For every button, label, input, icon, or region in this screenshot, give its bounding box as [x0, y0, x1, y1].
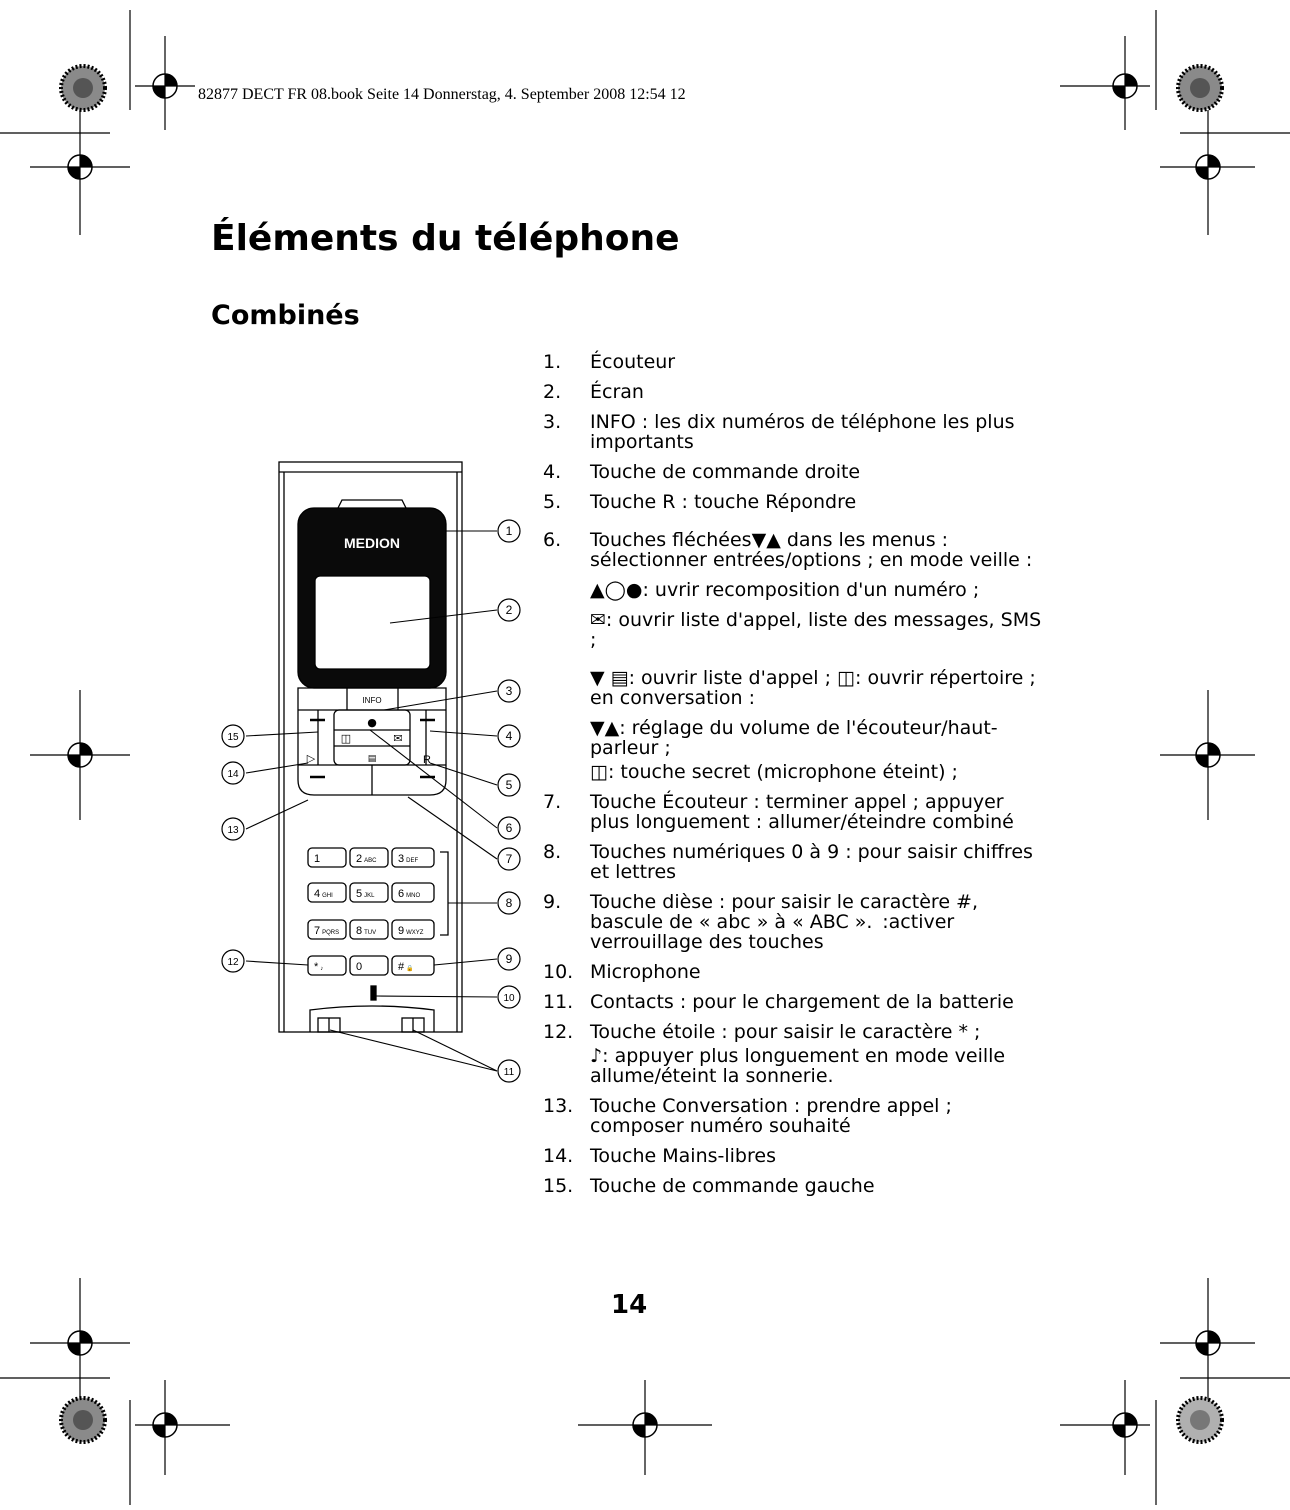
svg-text:4: 4: [505, 729, 513, 743]
keypad-key-5: 5 JKL: [356, 888, 375, 900]
item6-sub-volume: ▼▲: réglage du volume de l'écouteur/haut-parleur ;: [590, 717, 998, 759]
callout-12: [222, 950, 244, 972]
item6-sub-calllist: ▼ ▤: ouvrir liste d'appel ; ◫: ouvrir répertoire ; en conversation :: [590, 667, 1036, 709]
keypad-key-1: 1: [314, 853, 321, 865]
item6-sub-messages: ✉: ouvrir liste d'appel, liste des messages, SMS ;: [590, 609, 1042, 651]
list-item-15: 15. Touche de commande gauche: [543, 1175, 875, 1197]
callout-2: [498, 599, 520, 621]
note-icon: ♪: [590, 1045, 603, 1067]
list-icon: ▤: [367, 754, 377, 764]
keypad-key-9: 9 WXYZ: [398, 925, 424, 937]
list-item-4: 4. Touche de commande droite: [543, 461, 861, 483]
earpiece: [338, 500, 406, 508]
phonebook-icon: ◫: [340, 732, 352, 745]
item6-sub-redial: ▲◯●: uvrir recomposition d'un numéro ;: [590, 579, 980, 601]
callout-1: [498, 520, 520, 542]
phonebook-icon: ◫: [590, 761, 608, 783]
speaker-icon: ▷: [306, 752, 316, 765]
r-key-label: R: [423, 754, 431, 766]
display-screen: [315, 576, 430, 669]
page-title: Éléments du téléphone: [211, 218, 680, 259]
list-icon: ▼ ▤: [590, 667, 629, 689]
list-item-13: 13. Touche Conversation : prendre appel ; composer numéro souhaité: [543, 1095, 952, 1137]
keypad-key-3: 3 DEF: [398, 853, 419, 865]
callout-9: [498, 948, 520, 970]
list-item-10: 10. Microphone: [543, 961, 701, 983]
callout-14: [222, 762, 244, 784]
callout-10: [498, 986, 520, 1008]
svg-text:11: 11: [503, 1067, 515, 1078]
svg-text:15: 15: [227, 732, 239, 743]
list-item-5: 5. Touche R : touche Répondre: [543, 491, 857, 513]
callout-8: [498, 892, 520, 914]
item6-sub-mute: ◫: touche secret (microphone éteint) ;: [590, 761, 958, 783]
svg-text:1: 1: [505, 524, 513, 538]
envelope-icon: ✉: [393, 732, 403, 745]
brand-logo: MEDION: [344, 535, 400, 551]
keypad-key-7: 7 PQRS: [314, 925, 340, 937]
keypad-key-2: 2 ABC: [356, 853, 377, 865]
svg-text:8: 8: [505, 896, 513, 910]
print-header: 82877 DECT FR 08.book Seite 14 Donnerstag, 4. September 2008 12:54 12: [198, 86, 686, 103]
callout-5: [498, 774, 520, 796]
svg-text:10: 10: [503, 993, 515, 1004]
list-item-2: 2. Écran: [543, 381, 644, 403]
item12-sub-ringer: ♪: appuyer plus longuement en mode veille allume/éteint la sonnerie.: [590, 1045, 1006, 1087]
phonebook-icon: ◫: [837, 667, 855, 689]
svg-text:12: 12: [227, 957, 239, 968]
list-item-14: 14. Touche Mains-libres: [543, 1145, 776, 1167]
svg-text:6: 6: [505, 821, 513, 835]
svg-text:5: 5: [505, 778, 513, 792]
list-item-9: 9. Touche dièse : pour saisir le caractère #, bascule de « abc » à « ABC ». :activer verrouillage des touches: [543, 891, 979, 953]
svg-text:3: 3: [505, 684, 513, 698]
keypad-key-10: * ♪: [314, 961, 324, 973]
callout-15: [222, 725, 244, 747]
list-item-1: 1. Écouteur: [543, 351, 676, 373]
arrows-icon: ▼▲: [590, 717, 620, 739]
callout-4: [498, 725, 520, 747]
svg-text:14: 14: [227, 769, 239, 780]
keypad-key-11: 0: [356, 961, 363, 973]
list-item-8: 8. Touches numériques 0 à 9 : pour saisir chiffres et lettres: [543, 841, 1033, 883]
list-item-7: 7. Touche Écouteur : terminer appel ; appuyer plus longuement : allumer/éteindre combiné: [543, 791, 1014, 833]
handset-diagram: [0, 440, 540, 1160]
redial-icon: ▲◯●: [590, 579, 643, 601]
svg-text:13: 13: [227, 825, 239, 836]
callout-7: [498, 848, 520, 870]
keypad-key-8: 8 TUV: [356, 925, 377, 937]
list-item-6: 6. Touches fléchées▼▲ dans les menus : sélectionner entrées/options ; en mode veille :: [543, 529, 1033, 571]
list-item-11: 11. Contacts : pour le chargement de la batterie: [543, 991, 1014, 1013]
envelope-icon: ✉: [590, 609, 606, 631]
info-key-label: INFO: [362, 696, 382, 705]
svg-text:7: 7: [505, 852, 513, 866]
callout-13: [222, 818, 244, 840]
callout-6: [498, 817, 520, 839]
list-item-12: 12. Touche étoile : pour saisir le caractère * ;: [543, 1021, 981, 1043]
callout-3: [498, 680, 520, 702]
page-number: 14: [611, 1290, 648, 1320]
section-subtitle: Combinés: [211, 300, 360, 331]
keypad-key-6: 6 MNO: [398, 888, 421, 900]
callout-11: [498, 1060, 520, 1082]
redial-icon: ●: [367, 716, 377, 729]
svg-text:9: 9: [505, 952, 513, 966]
keypad-key-12: # 🔒: [398, 961, 414, 973]
list-item-3: 3. INFO : les dix numéros de téléphone les plus importants: [543, 411, 1015, 453]
keypad-key-4: 4 GHI: [314, 888, 333, 900]
svg-text:2: 2: [505, 603, 513, 617]
element-list: [543, 352, 1043, 1206]
